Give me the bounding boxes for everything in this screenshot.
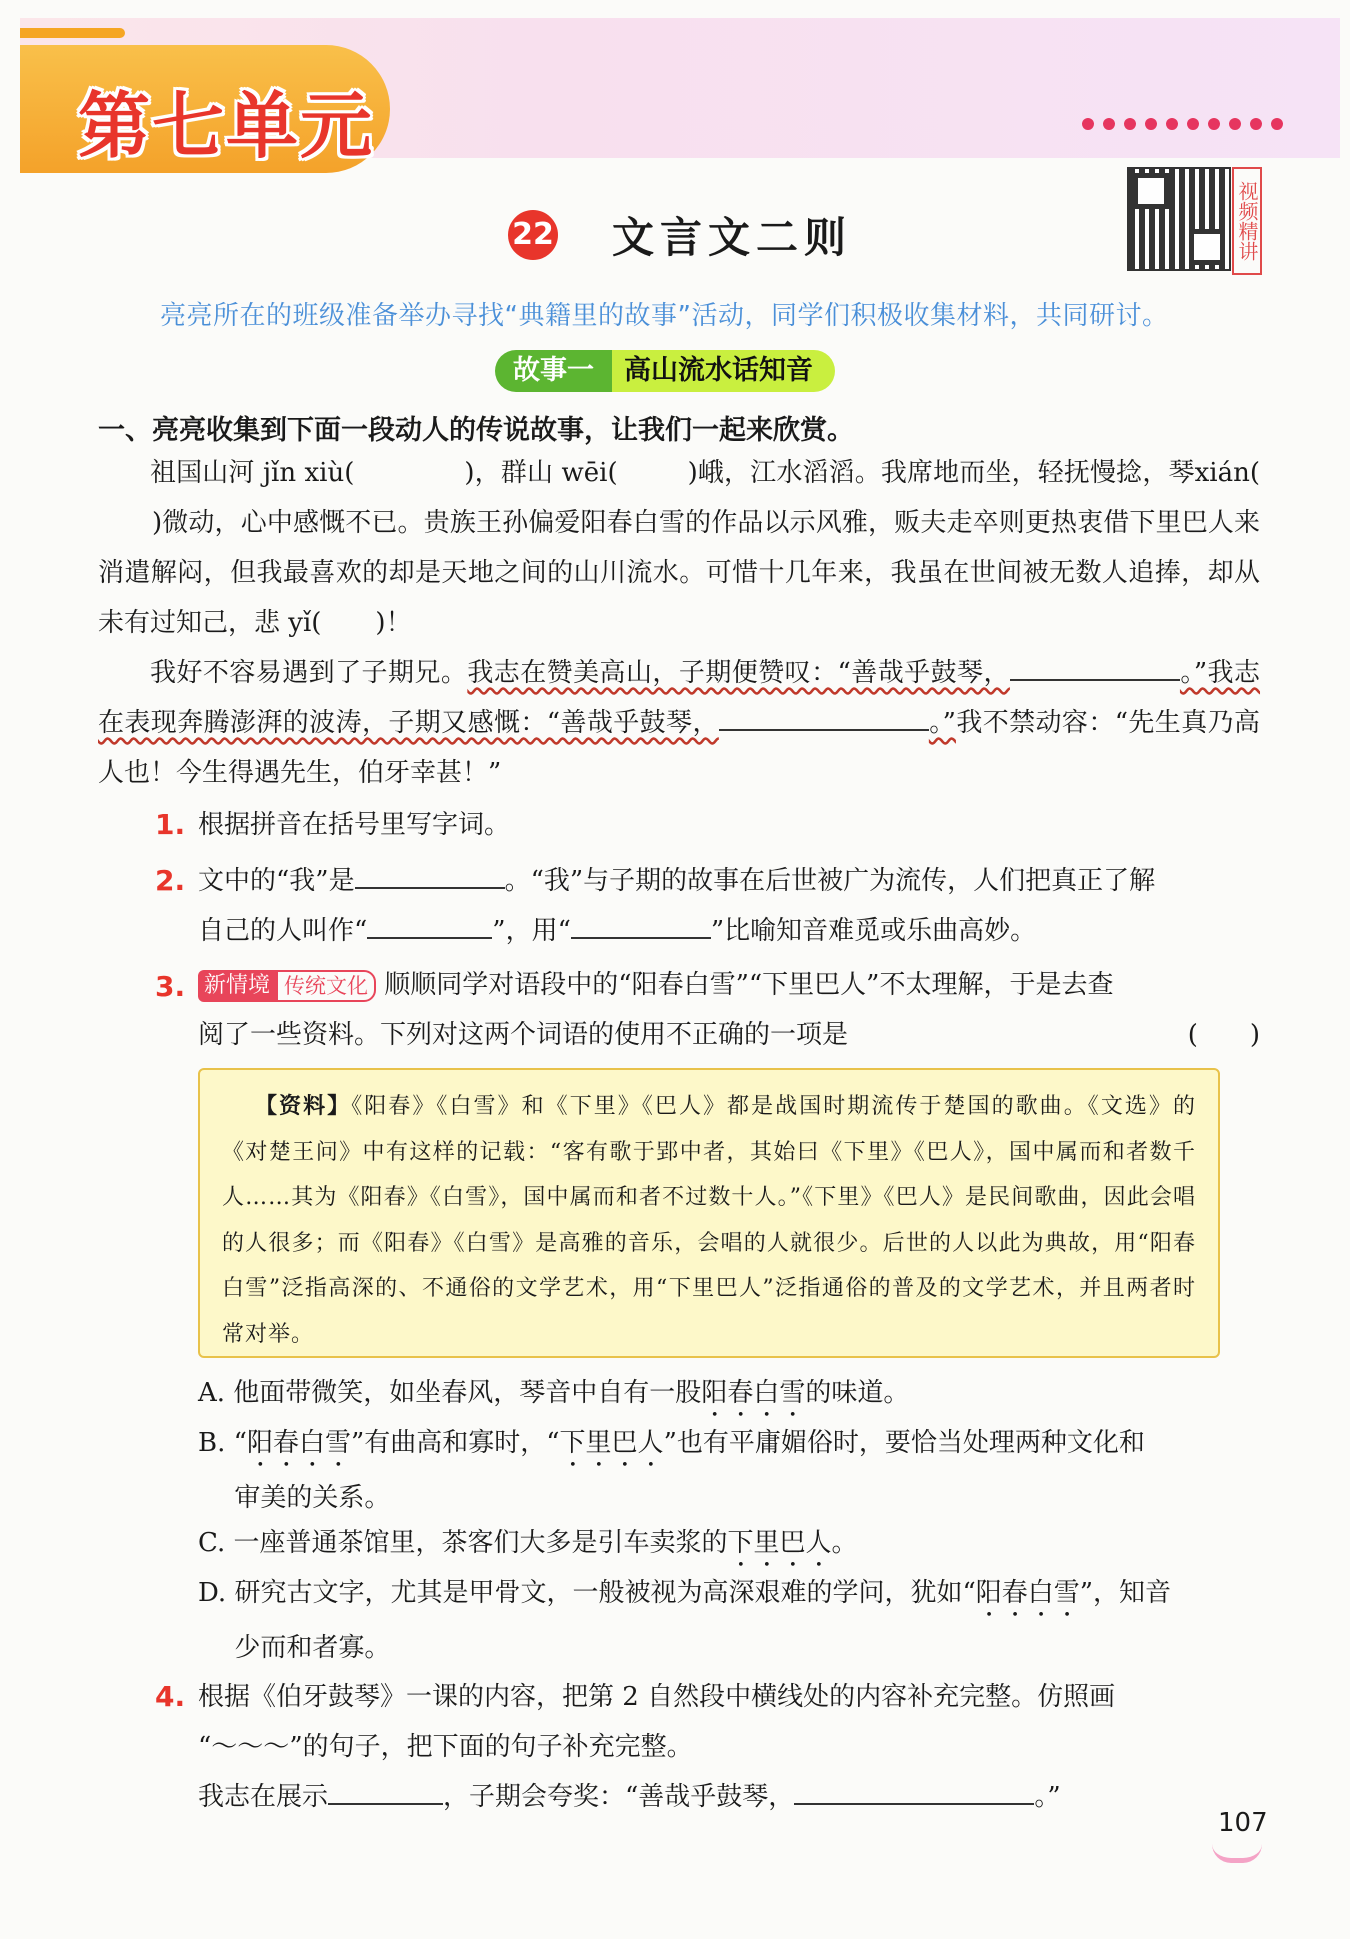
- decorative-dots: [1082, 118, 1283, 130]
- reference-material-box: [198, 1068, 1220, 1358]
- question-number: 3.: [155, 970, 186, 1003]
- question-text: ，子期会夸奖：“善哉乎鼓琴，: [443, 1782, 795, 1812]
- question-number: 4.: [155, 1680, 186, 1713]
- unit-tab-accent: [20, 28, 125, 38]
- passage-text: )微动，心中感慨不已。贵族王孙偏爱阳春白雪的作品以示风雅，贩夫走卒则更热衷借下里巴人来消遣解闷，但我最喜欢的却是天地之间的山川流水。可惜十几年来，我虽在世间被无数人追捧，却从未有过知己，悲 yǐ(: [98, 508, 1260, 638]
- new-context-tag: 新情境: [198, 970, 276, 1002]
- option-text: ”有曲高和寡时，“: [350, 1428, 560, 1458]
- dotted-keyword: 下里巴人: [559, 1428, 664, 1458]
- question-2-text: [198, 856, 1260, 956]
- passage-text: 我不禁动容：“先生真乃高人也！今生得遇先生，伯牙幸甚！”: [98, 708, 1261, 788]
- intro-text: 亮亮所在的班级准备举办寻找“典籍里的故事”活动，同学们积极收集材料，共同研讨。: [160, 301, 1169, 331]
- option-text: A. 他面带微笑，如坐春风，琴音中自有一股: [198, 1378, 702, 1408]
- question-text: 。”: [1034, 1782, 1061, 1812]
- dotted-keyword: 下里巴人: [727, 1528, 832, 1558]
- dotted-keyword: 阳春白雪: [975, 1578, 1080, 1608]
- option-a[interactable]: [198, 1368, 1260, 1423]
- option-text: D. 研究古文字，尤其是甲骨文，一般被视为高深艰难的学问，犹如“: [198, 1578, 976, 1608]
- question-number: 1.: [155, 808, 186, 841]
- option-text: 审美的关系。: [234, 1483, 391, 1513]
- passage-text: 我志在赞美高山，子期便赞叹：“善哉乎鼓琴，: [467, 658, 1010, 688]
- lesson-title: 文言文二则: [612, 213, 853, 262]
- option-c[interactable]: [198, 1518, 1260, 1573]
- passage-paragraph-2: [98, 648, 1260, 798]
- passage-text: 我好不容易遇到了子期兄。: [150, 658, 468, 688]
- answer-blank[interactable]: [571, 909, 711, 939]
- option-b[interactable]: [198, 1418, 1260, 1523]
- question-number: 2.: [155, 864, 186, 897]
- material-text: 《阳春》《白雪》和《下里》《巴人》都是战国时期流传于楚国的歌曲。《文选》的《对楚王问》中有这样的记载：“客有歌于郢中者，其始曰《下里》《巴人》，国中属而和者数千人……其为《阳春》《白雪》，国中属而和者不过数十人。”《下里》《巴人》是民间歌曲，因此会唱的人很多；而《阳春》《白雪》是高雅的音乐，会唱的人就很少。后世的人以此为典故，用“阳春白雪”泛指高深的、不通俗的文学艺术，用“下里巴人”泛指通俗的普及的文学艺术，并且两者时常对举。: [222, 1094, 1196, 1347]
- question-text: ”比喻知音难觅或乐曲高妙。: [710, 916, 1037, 946]
- question-text: 根据《伯牙鼓琴》一课的内容，把第 2 自然段中横线处的内容补充完整。仿照画: [198, 1682, 1116, 1712]
- question-text: “: [198, 1732, 212, 1762]
- story-name: 高山流水话知音: [612, 350, 835, 392]
- option-text: ”也有平庸媚俗时，要恰当处理两种文化和: [663, 1428, 1145, 1458]
- qr-code-icon[interactable]: [1127, 167, 1231, 271]
- passage-text: 祖国山河 jǐn xiù(: [150, 458, 355, 488]
- option-d[interactable]: [198, 1568, 1260, 1673]
- option-text: 少而和者寡。: [234, 1633, 391, 1663]
- answer-blank[interactable]: [719, 701, 929, 731]
- question-text: 。“我”与子期的故事在后世被广为流传，人们把真正了解: [504, 866, 1156, 896]
- option-text: ”，知音: [1079, 1578, 1172, 1608]
- question-text: 阅了一些资料。下列对这两个词语的使用不正确的一项是: [198, 1020, 849, 1050]
- dotted-keyword: 阳春白雪: [246, 1428, 351, 1458]
- wavy-line-symbol: ～～～: [211, 1732, 290, 1762]
- question-text: ”，用“: [492, 916, 571, 946]
- question-text: 文中的“我”是: [198, 866, 355, 896]
- unit-title: 第七单元: [78, 84, 375, 168]
- question-text: 我志在展示: [198, 1782, 329, 1812]
- question-4-text: [198, 1672, 1260, 1822]
- option-text: C. 一座普通茶馆里，茶客们大多是引车卖浆的: [198, 1528, 728, 1558]
- section-heading: 一、亮亮收集到下面一段动人的传说故事，让我们一起来欣赏。: [98, 415, 854, 446]
- answer-blank[interactable]: [328, 1775, 443, 1805]
- passage-text: )，群山 wēi(: [464, 458, 618, 488]
- answer-parentheses[interactable]: ( ): [1187, 1020, 1260, 1050]
- option-text: 。: [831, 1528, 858, 1558]
- question-1-text: 根据拼音在括号里写字词。: [198, 810, 511, 840]
- question-text: 自己的人叫作“: [198, 916, 368, 946]
- passage-text: )！: [375, 608, 412, 638]
- option-text: 的味道。: [805, 1378, 910, 1408]
- question-text: ”的句子，把下面的句子补充完整。: [289, 1732, 693, 1762]
- question-3-text: [198, 960, 1260, 1060]
- passage-text: )峨，江水滔滔。我席地而坐，轻抚慢捻，琴: [687, 458, 1195, 488]
- video-lesson-label[interactable]: 视频精讲: [1232, 167, 1262, 275]
- page-number: 107: [1218, 1808, 1268, 1838]
- material-label: 【资料】: [255, 1094, 352, 1119]
- dotted-keyword: 阳春白雪: [701, 1378, 806, 1408]
- passage-text: 。”: [928, 708, 956, 738]
- passage-text: xián(: [1194, 458, 1260, 488]
- story-pill: [495, 350, 835, 392]
- lesson-number-badge: 22: [508, 210, 558, 260]
- question-text: 顺顺同学对语段中的“阳春白雪”“下里巴人”不太理解，于是去查: [384, 970, 1114, 1000]
- page-number-decoration: [1212, 1844, 1262, 1863]
- answer-blank[interactable]: [794, 1775, 1034, 1805]
- traditional-culture-tag: 传统文化: [276, 970, 376, 1002]
- passage-text: 。”我志在表现奔腾澎湃的波涛，子期又感慨：“善哉乎鼓琴，: [98, 658, 1261, 738]
- story-tag: 故事一: [495, 350, 612, 392]
- answer-blank[interactable]: [367, 909, 492, 939]
- answer-blank[interactable]: [355, 859, 505, 889]
- passage-paragraph-1: [98, 448, 1260, 648]
- answer-blank[interactable]: [1010, 651, 1180, 681]
- option-text: B. “: [198, 1428, 247, 1458]
